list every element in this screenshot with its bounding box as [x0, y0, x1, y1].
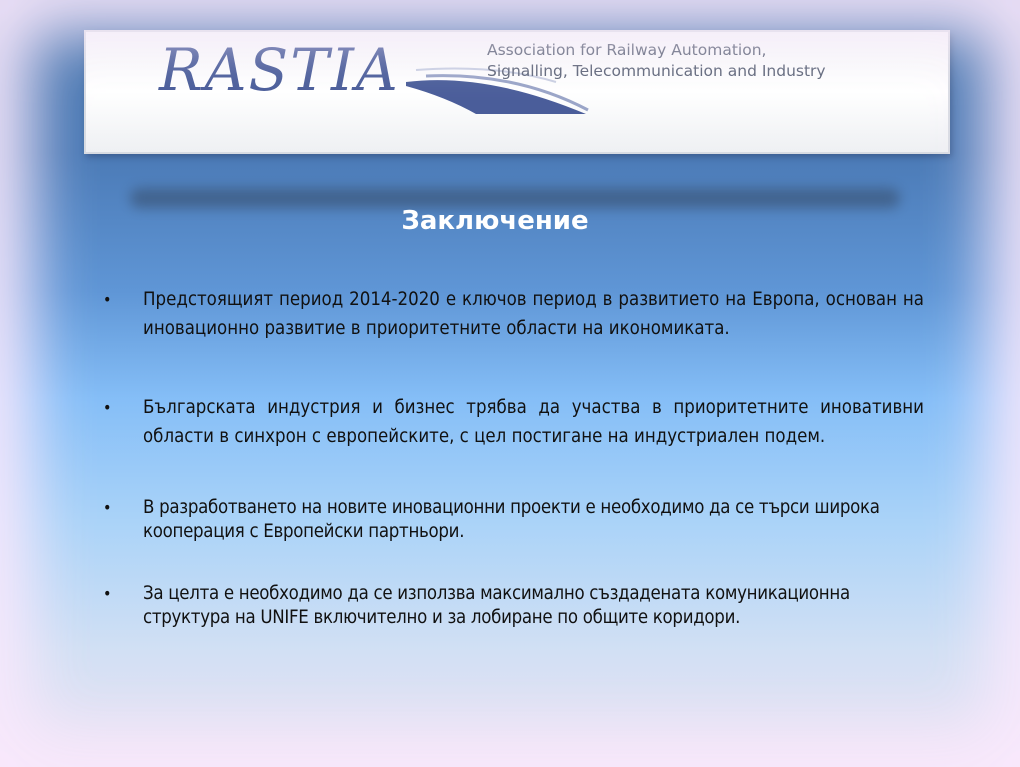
bullet-text-1: Предстоящият период 2014-2020 е ключов период в развитието на Европа, основан на иновационно развитие в приоритетните области на икономиката.	[143, 289, 924, 339]
title-shadow-bar	[130, 188, 900, 208]
slide-title: Заключение	[401, 206, 589, 236]
bullet-item-3	[103, 496, 924, 544]
rastia-logo-banner	[84, 30, 950, 154]
bullet-dot-icon: •	[103, 398, 112, 417]
bullet-dot-icon: •	[103, 290, 112, 309]
rastia-tagline	[487, 40, 826, 82]
bullet-text-3: В разработването на новите иновационни проекти е необходимо да се търси широка кооперация с Европейски партньори.	[143, 497, 880, 542]
bullet-item-1	[103, 285, 924, 343]
bullet-text-4: За целта е необходимо да се използва максимално създадената комуникационна структура на UNIFE включително и за лобиране по общите коридори.	[143, 583, 850, 628]
bullet-dot-icon: •	[103, 498, 112, 517]
bullet-item-4	[103, 582, 924, 630]
tagline-line-1: Association for Railway Automation,	[487, 41, 767, 59]
tagline-line-2: Signalling, Telecommunication and Industry	[487, 62, 826, 80]
bullet-item-2	[103, 393, 924, 451]
bullet-dot-icon: •	[103, 584, 112, 603]
rastia-wordmark: RASTIA	[159, 36, 400, 104]
bullet-text-2: Българската индустрия и бизнес трябва да участва в приоритетните иновативни области в синхрон с европейските, с цел постигане на индустриален подем.	[143, 397, 924, 447]
